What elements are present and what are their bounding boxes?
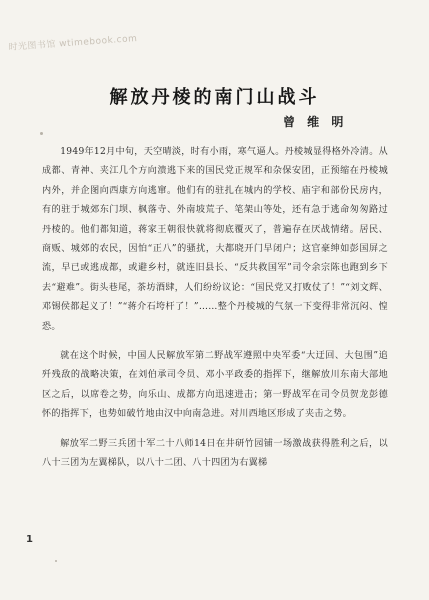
article-body (42, 143, 388, 474)
scan-speck (40, 132, 43, 135)
article-author: 曾 维 明 (283, 115, 348, 129)
page-number: 1 (26, 534, 33, 545)
paragraph-2: 就在这个时候，中国人民解放军第二野战军遵照中央军委“大迂回、大包围”追歼残敌的战略决策，在刘伯承司令员、邓小平政委的指挥下，继解放川东南大部地区之后，以席卷之势，向乐山、成都方向迅速进击；第一野战军在司令员贺龙彭德怀的指挥下，也势如破竹地由汉中向南急进。对川西地区形成了夹击之势。 (42, 351, 388, 420)
article-title: 解放丹棱的南门山战斗 (109, 87, 320, 108)
watermark: 时光图书馆 wtimebook.com (8, 33, 138, 53)
scan-speck (55, 560, 57, 562)
paragraph-3: 解放军二野三兵团十军二十八师14日在井研竹园铺一场激战获得胜利之后，以八十三团为左翼梯队，以八十二团、八十四团为右翼梯 (42, 438, 388, 469)
paragraph-1: 1949年12月中旬，天空晴淡，时有小雨，寒气逼人。丹棱城显得格外冷清。从成都、青神、夹江几个方向溃逃下来的国民党正规军和杂保安团，正预缩在丹棱城内外，并企图向西康方向逃窜。他们有的驻扎在城内的学校、庙宇和部份民房内，有的驻于城郊东门坝、枫落寺、外南坡荒子、笔架山等处，还有急于逃命匆匆路过丹棱的。他们都知道，蒋家王朝很快就将彻底覆灭了，普遍存在厌战情绪。居民、商贩、城郊的农民，因怕“正八”的骚扰，大都晓开门早闭户；这官豪绅如彭国屏之流，早已或逃成都，或避乡村，就连旧县长、“反共救国军”司令余宗陈也跑到乡下去“避难”。街头巷尾，茶坊酒肆，人们纷纷议论：“国民党又打败仗了！”“刘文辉、邓锡侯都起义了！”“蒋介石垮杆了！”……整个丹棱城的气氛一下变得非常沉闷、惶恐。 (42, 147, 388, 332)
